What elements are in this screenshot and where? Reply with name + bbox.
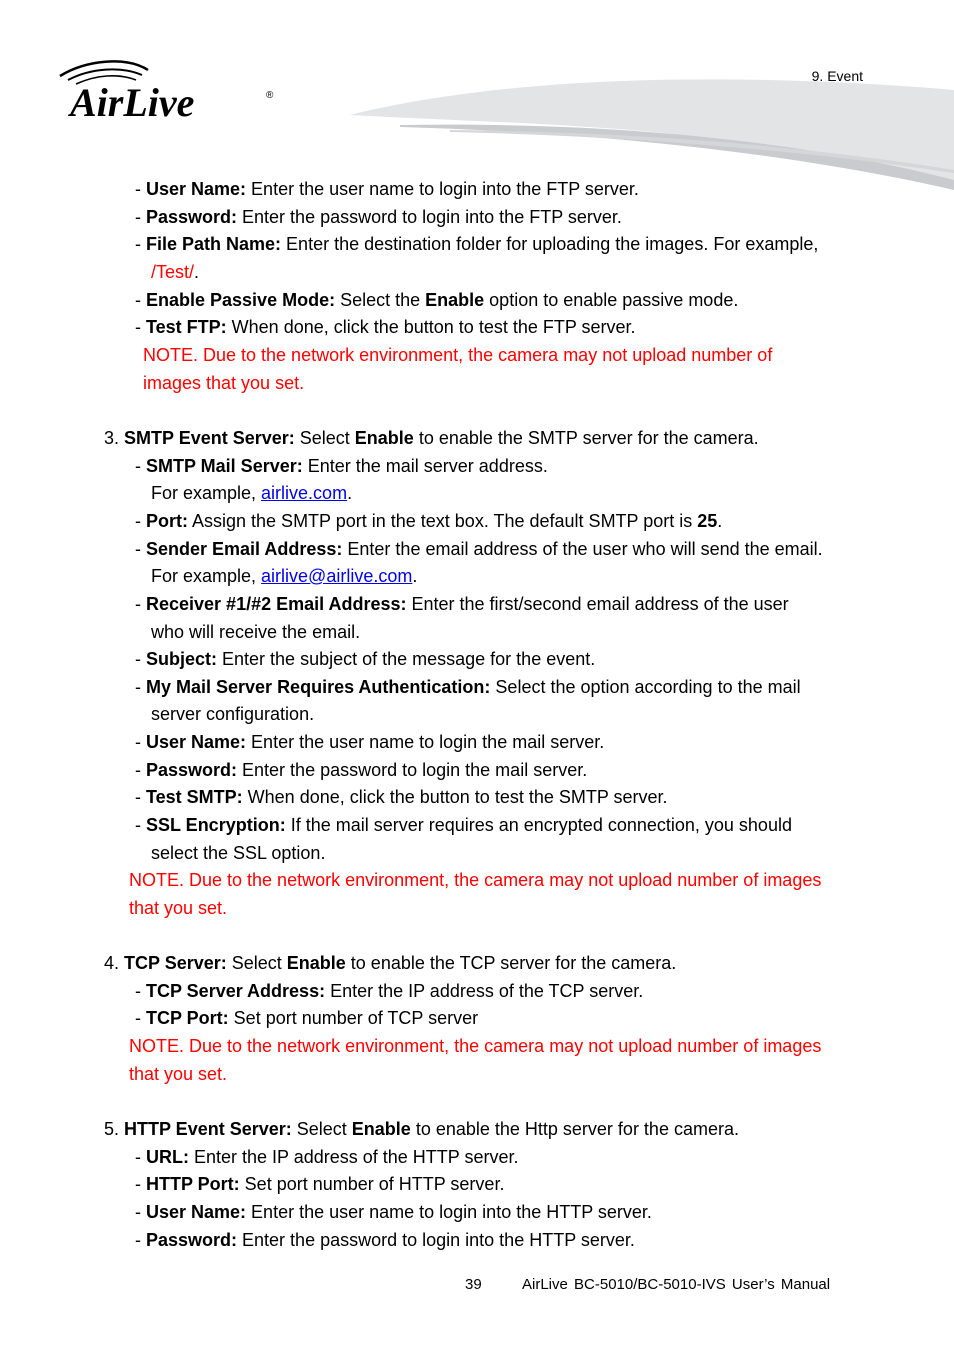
body-text: select the SSL option. [151, 843, 326, 863]
body-text: - [135, 1202, 146, 1222]
text-line [151, 261, 199, 283]
text-line [135, 1201, 652, 1223]
body-text: Select the [335, 290, 426, 310]
body-text: Enter the first/second email address of the user [406, 594, 789, 614]
text-line [104, 952, 676, 974]
body-text: to enable the TCP server for the camera. [345, 953, 677, 973]
body-text: . [194, 262, 200, 282]
text-line [135, 593, 789, 615]
text-line [135, 538, 823, 560]
body-text: - [135, 179, 146, 199]
body-text: - [135, 787, 146, 807]
body-text: - [135, 1147, 146, 1167]
field-label: TCP Server Address: [146, 981, 326, 1001]
field-label: Port: [146, 511, 188, 531]
field-label: Receiver #1/#2 Email Address: [146, 594, 407, 614]
body-text: Select [226, 953, 287, 973]
chapter-label: 9. Event [811, 68, 863, 84]
body-text: When done, click the button to test the FTP server. [226, 317, 636, 337]
text-line [135, 676, 801, 698]
body-text: - [135, 539, 146, 559]
text-line [151, 482, 352, 504]
text-line [135, 814, 792, 836]
body-text: option to enable passive mode. [484, 290, 739, 310]
field-label: Test FTP: [146, 317, 227, 337]
body-text: 5. [104, 1119, 125, 1139]
body-text: - [135, 456, 146, 476]
body-text: - [135, 207, 146, 227]
field-label: SMTP Mail Server: [146, 456, 303, 476]
field-label: User Name: [146, 1202, 247, 1222]
text-line [135, 1146, 519, 1168]
svg-text:®: ® [266, 90, 274, 101]
text-line [151, 621, 360, 643]
body-text: Enter the IP address of the HTTP server. [189, 1147, 519, 1167]
body-text: Enter the destination folder for uploading the images. For example, [281, 234, 819, 254]
field-label: Enable [354, 428, 414, 448]
field-label: TCP Server: [124, 953, 227, 973]
body-text: Select [291, 1119, 352, 1139]
field-label: Password: [146, 760, 238, 780]
field-label: Test SMTP: [146, 787, 243, 807]
field-label: Sender Email Address: [146, 539, 343, 559]
body-text: to enable the SMTP server for the camera. [413, 428, 759, 448]
text-line [104, 427, 759, 449]
body-text: - [135, 815, 146, 835]
example-link[interactable]: airlive.com [261, 483, 348, 503]
body-text: - [135, 760, 146, 780]
text-line [151, 842, 325, 864]
text-line [104, 1118, 739, 1140]
text-line [135, 1173, 504, 1195]
text-line [135, 1007, 478, 1029]
body-text: who will receive the email. [151, 622, 361, 642]
text-line [135, 316, 636, 338]
field-label: URL: [146, 1147, 189, 1167]
body-text: - [135, 511, 146, 531]
note-text: that you set. [129, 898, 228, 918]
field-label: Enable [425, 290, 485, 310]
body-text: - [135, 317, 146, 337]
body-text: Enter the password to login into the FTP server. [237, 207, 622, 227]
body-text: server configuration. [151, 704, 315, 724]
body-text: - [135, 649, 146, 669]
body-text: to enable the Http server for the camera. [410, 1119, 739, 1139]
body-text: Set port number of HTTP server. [239, 1174, 505, 1194]
note-text: NOTE. Due to the network environment, the camera may not upload number of images [129, 870, 822, 890]
body-text: Enter the IP address of the TCP server. [325, 981, 644, 1001]
text-line [135, 233, 818, 255]
note-text: images that you set. [143, 373, 305, 393]
field-label: Enable [286, 953, 346, 973]
field-label: My Mail Server Requires Authentication: [146, 677, 491, 697]
body-text: Enter the user name to login into the HTTP server. [246, 1202, 652, 1222]
text-line [135, 980, 643, 1002]
body-text: For example, [151, 566, 262, 586]
text-line [135, 1229, 635, 1251]
field-label: Password: [146, 1230, 238, 1250]
body-text: Enter the password to login the mail server. [237, 760, 588, 780]
text-line [135, 455, 548, 477]
body-text: Enter the subject of the message for the event. [217, 649, 596, 669]
body-text: Enter the user name to login into the FTP server. [246, 179, 639, 199]
svg-text:AirLive: AirLive [70, 80, 195, 125]
body-text: Select [294, 428, 355, 448]
note-text: /Test/ [151, 262, 195, 282]
field-label: Subject: [146, 649, 218, 669]
field-label: SMTP Event Server: [124, 428, 295, 448]
text-line [135, 178, 639, 200]
manual-title: AirLive BC-5010/BC-5010-IVS User’s Manual [522, 1276, 831, 1293]
body-text: Set port number of TCP server [228, 1008, 479, 1028]
body-text: - [135, 290, 146, 310]
text-line [135, 206, 622, 228]
field-label: SSL Encryption: [146, 815, 286, 835]
body-text: . [347, 483, 353, 503]
body-text: . [412, 566, 418, 586]
note-text: NOTE. Due to the network environment, the camera may not upload number of [143, 345, 773, 365]
body-text: - [135, 234, 146, 254]
body-text: - [135, 732, 146, 752]
text-line [135, 786, 668, 808]
body-text: - [135, 1008, 146, 1028]
text-line [143, 372, 304, 394]
text-line [129, 869, 821, 891]
field-label: HTTP Port: [146, 1174, 240, 1194]
text-line [151, 703, 314, 725]
body-text: - [135, 594, 146, 614]
note-text: NOTE. Due to the network environment, the camera may not upload number of images [129, 1036, 822, 1056]
body-text: Assign the SMTP port in the text box. The default SMTP port is [188, 511, 698, 531]
example-link[interactable]: airlive@airlive.com [261, 566, 413, 586]
body-text: Enter the mail server address. [302, 456, 548, 476]
body-text: When done, click the button to test the SMTP server. [242, 787, 668, 807]
field-label: TCP Port: [146, 1008, 229, 1028]
page-number: 39 [465, 1276, 482, 1293]
body-text: - [135, 1230, 146, 1250]
body-text: Enter the password to login into the HTTP server. [237, 1230, 635, 1250]
field-label: Password: [146, 207, 238, 227]
field-label: File Path Name: [146, 234, 282, 254]
body-text: Select the option according to the mail [490, 677, 801, 697]
field-label: User Name: [146, 732, 247, 752]
field-label: Enable [351, 1119, 411, 1139]
body-text: - [135, 1174, 146, 1194]
body-text: If the mail server requires an encrypted connection, you should [285, 815, 792, 835]
text-line [151, 565, 417, 587]
body-text: 4. [104, 953, 125, 973]
text-line [135, 510, 722, 532]
airlive-logo [56, 58, 286, 128]
body-text: . [717, 511, 723, 531]
text-line [129, 897, 227, 919]
field-label: HTTP Event Server: [124, 1119, 292, 1139]
text-line [129, 1063, 227, 1085]
field-label: User Name: [146, 179, 247, 199]
field-label: Enable Passive Mode: [146, 290, 336, 310]
text-line [143, 344, 772, 366]
text-line [129, 1035, 821, 1057]
body-text: For example, [151, 483, 262, 503]
body-text: Enter the email address of the user who will send the email. [342, 539, 823, 559]
text-line [135, 289, 738, 311]
field-label: 25 [697, 511, 718, 531]
note-text: that you set. [129, 1064, 228, 1084]
text-line [135, 759, 587, 781]
text-line [135, 731, 604, 753]
body-text: - [135, 981, 146, 1001]
body-text: 3. [104, 428, 125, 448]
body-text: Enter the user name to login the mail server. [246, 732, 605, 752]
body-text: - [135, 677, 146, 697]
text-line [135, 648, 595, 670]
